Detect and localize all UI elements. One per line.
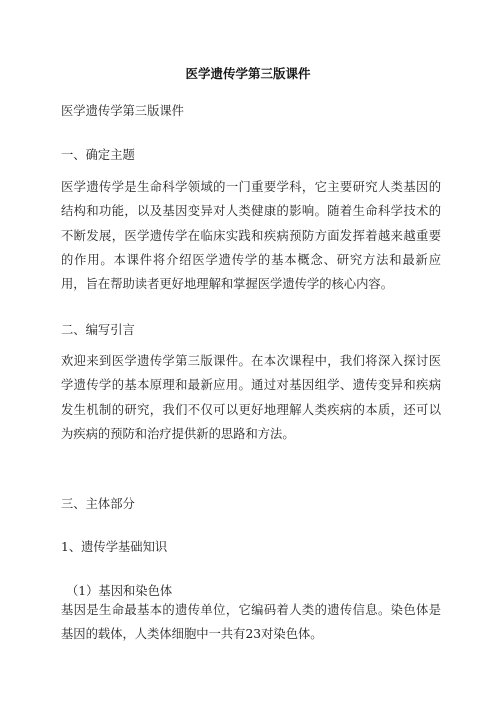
section-heading-main: 三、主体部分 <box>61 497 135 511</box>
subsection-heading-genetics-basics: 1、遗传学基础知识 <box>61 540 168 554</box>
section-heading-confirm-topic: 一、确定主题 <box>61 148 135 162</box>
subsection-heading-genes-chromosomes: （1）基因和染色体 <box>66 584 173 598</box>
section-body-confirm-topic: 医学遗传学是生命科学领域的一门重要学科，它主要研究人类基因的结构和功能，以及基因变异对人类健康的影响。随着生命科学技术的不断发展，医学遗传学在临床实践和疾病预防方面发挥着越来越重要的作用。本课件将介绍医学遗传学的基本概念、研究方法和最新应用，旨在帮助读者更好地理解和掌握医学遗传学的核心内容。 <box>61 180 441 292</box>
subsection-body-genes-chromosomes: 基因是生命最基本的遗传单位，它编码着人类的遗传信息。染色体是基因的载体，人类体细胞中一共有23对染色体。 <box>61 603 441 642</box>
section-heading-intro: 二、编写引言 <box>61 323 135 337</box>
document-title: 医学遗传学第三版课件 <box>185 66 311 81</box>
document-subtitle: 医学遗传学第三版课件 <box>61 104 184 118</box>
section-body-intro: 欢迎来到医学遗传学第三版课件。在本次课程中，我们将深入探讨医学遗传学的基本原理和最新应用。通过对基因组学、遗传变异和疾病发生机制的研究，我们不仅可以更好地理解人类疾病的本质，还可以为疾病的预防和治疗提供新的思路和方法。 <box>61 354 441 441</box>
